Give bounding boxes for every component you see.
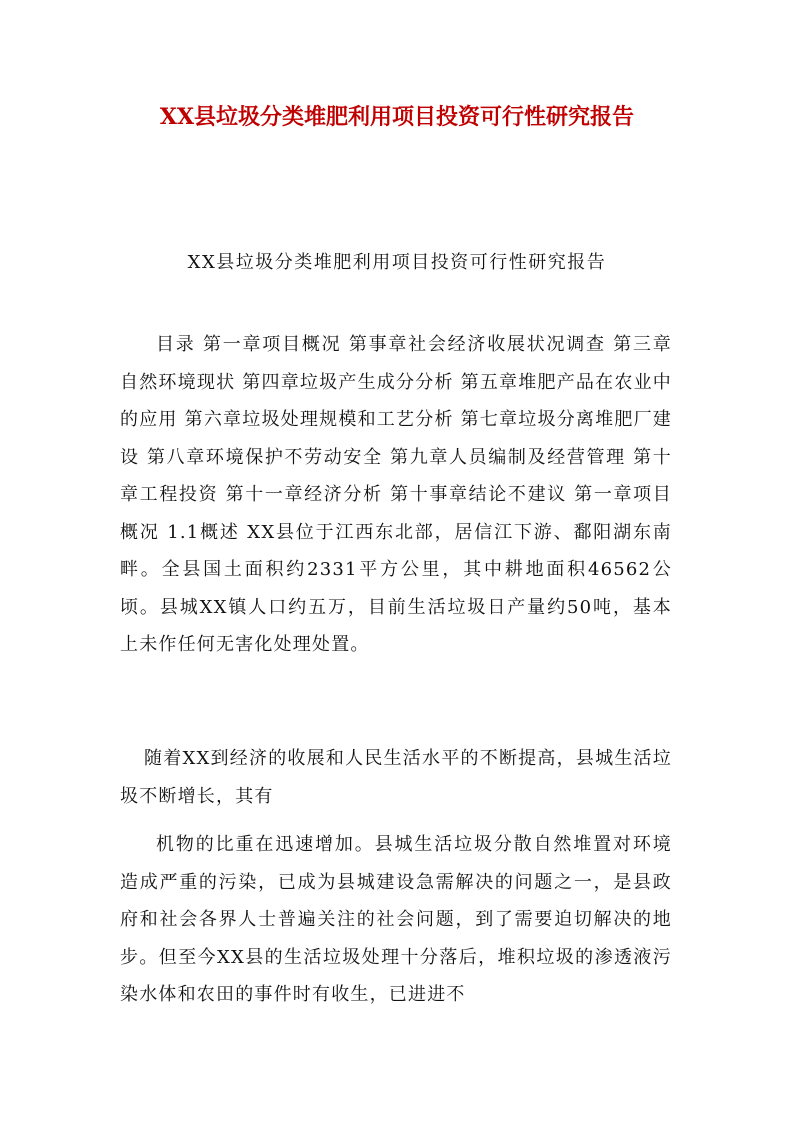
document-subtitle: XX县垃圾分类堆肥利用项目投资可行性研究报告 bbox=[187, 252, 607, 273]
paragraph-table-of-contents-and-overview: 目录 第一章项目概况 第事章社会经济收展状况调查 第三章自然环境现状 第四章垃圾产生成分分析 第五章堆肥产品在农业中的应用 第六章垃圾处理规模和工艺分析 第七章垃圾分离堆肥厂建设 第八章环境保护不劳动安全 第九章人员编制及经营管理 第十章工程投资 第十一章经济分析 第十事章结论不建议 第一章项目概况 1.1概述 XX县位于江西东北部，居信江下游、鄱阳湖东南畔。全县国土面积约2331平方公里，其中耕地面积46562公顷。县城XX镇人口约五万，目前生活垃圾日产量约50吨，基本上未作任何无害化处理处置。 bbox=[120, 334, 672, 655]
document-title: XX县垃圾分类堆肥利用项目投资可行性研究报告 bbox=[159, 104, 635, 130]
paragraph-growth: 随着XX到经济的收展和人民生活水平的不断提高，县城生活垃圾不断增长，其有 bbox=[120, 748, 672, 807]
paragraph-organic-matter: 机物的比重在迅速增加。县城生活垃圾分散自然堆置对环境造成严重的污染，已成为县城建设急需解决的问题之一，是县政府和社会各界人士普遍关注的社会问题，到了需要迫切解决的地步。但至今XX县的生活垃圾处理十分落后，堆积垃圾的渗透液污染水体和农田的事件时有收生，已进进不 bbox=[120, 834, 672, 1005]
